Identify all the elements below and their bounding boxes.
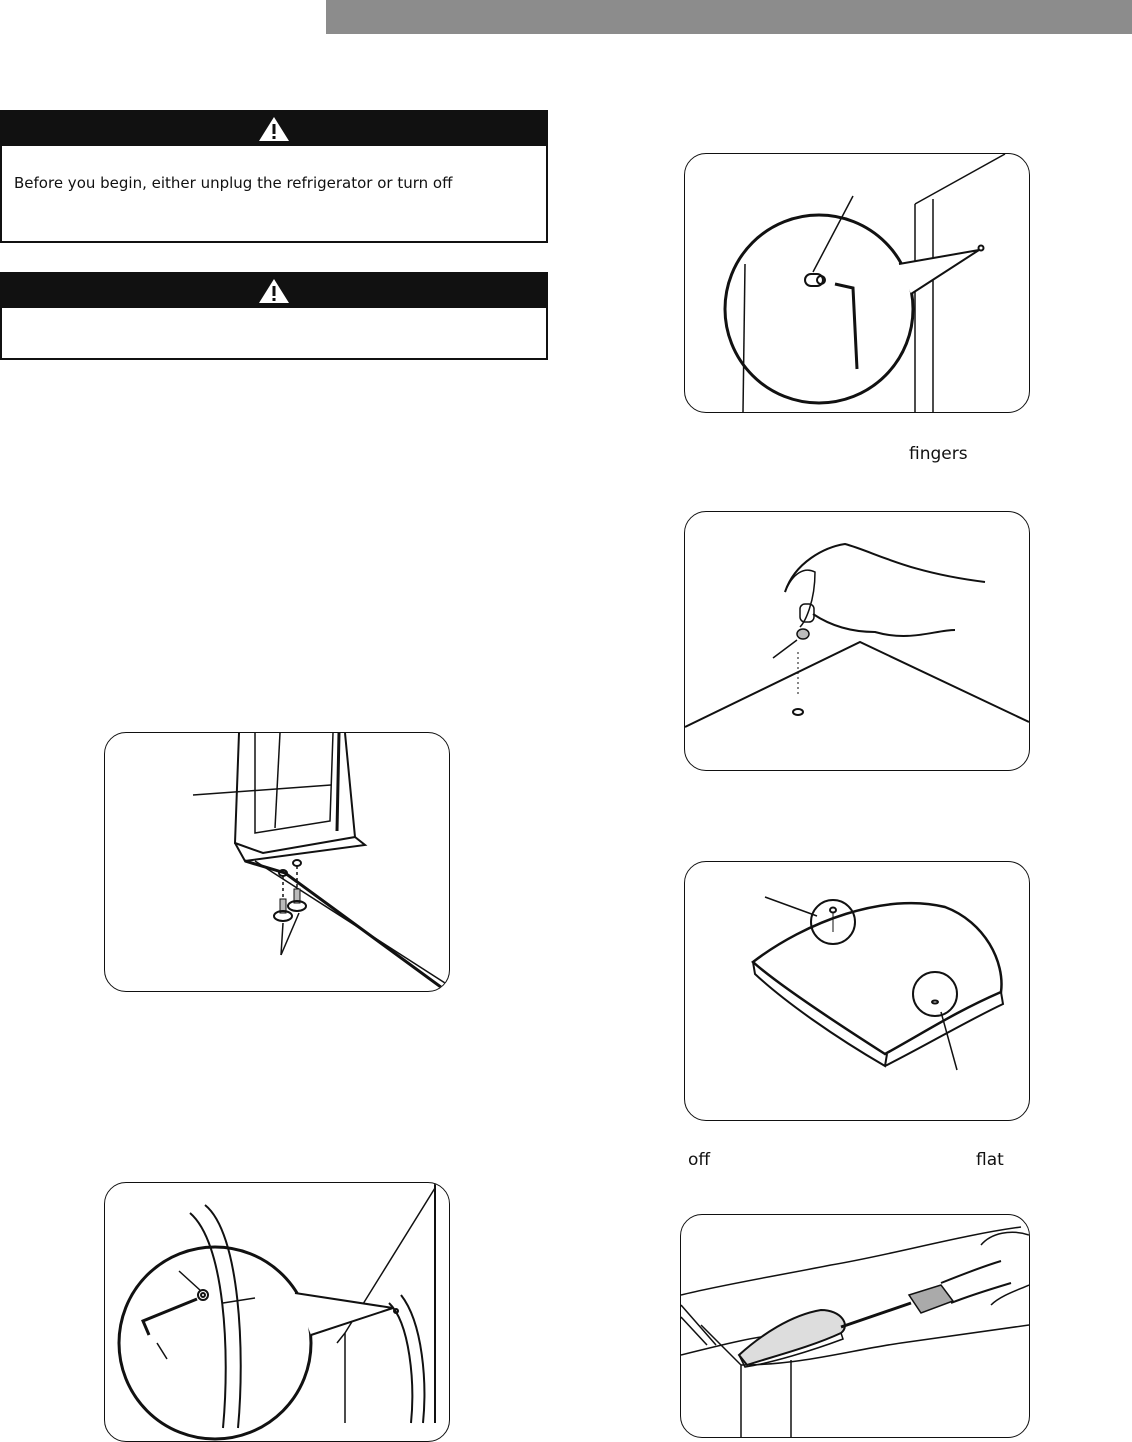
figure-hand-remove-screw xyxy=(684,511,1030,771)
warning-header xyxy=(2,274,546,308)
warning-triangle-icon xyxy=(257,115,291,143)
figure-handle-bottom-screws xyxy=(104,732,450,992)
warning-box-2 xyxy=(0,272,548,360)
figure-handle-setscrew-hexkey xyxy=(104,1182,450,1442)
warning-box-unplug xyxy=(0,110,548,243)
warning-text xyxy=(2,308,546,322)
caption-fingers: fingers xyxy=(909,444,968,464)
figure-endcap-screws xyxy=(684,861,1030,1121)
warning-header xyxy=(2,112,546,146)
warning-triangle-icon xyxy=(257,277,291,305)
header-bar xyxy=(326,0,1132,34)
figure-door-screw-hexkey xyxy=(684,153,1030,413)
caption-flat: flat xyxy=(976,1150,1004,1170)
caption-off: off xyxy=(688,1150,711,1170)
warning-text: Before you begin, either unplug the refrigerator or turn off xyxy=(14,174,453,192)
figure-screwdriver-endcap xyxy=(680,1214,1030,1438)
